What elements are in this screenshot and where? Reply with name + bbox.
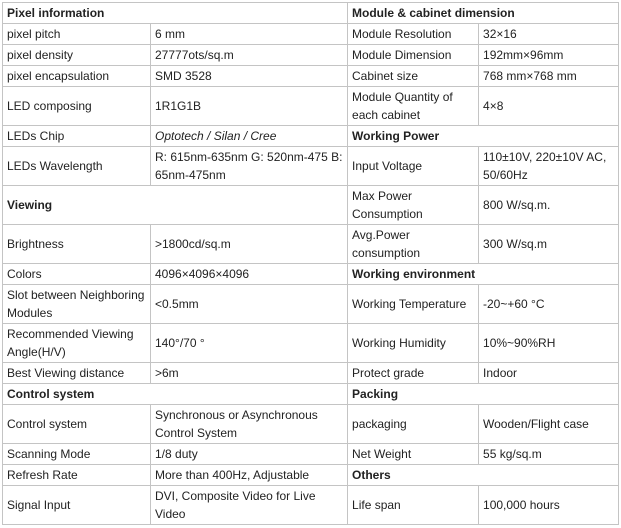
spec-value: 55 kg/sq.m [479,444,619,465]
section-header-working-power: Working Power [348,126,619,147]
spec-label: LEDs Wavelength [3,147,151,186]
section-header-control-system: Control system [3,384,348,405]
spec-value: 1/8 duty [151,444,348,465]
spec-value: 140°/70 ° [151,324,348,363]
spec-label: Module Quantity of each cabinet [348,87,479,126]
spec-label: Colors [3,264,151,285]
spec-value: DVI, Composite Video for Live Video [151,486,348,525]
spec-value: 1R1G1B [151,87,348,126]
table-row [3,285,619,324]
spec-label: pixel pitch [3,24,151,45]
spec-label: Protect grade [348,363,479,384]
table-row [3,24,619,45]
spec-label: Input Voltage [348,147,479,186]
spec-value: 110±10V, 220±10V AC, 50/60Hz [479,147,619,186]
spec-value: More than 400Hz, Adjustable [151,465,348,486]
section-header-viewing: Viewing [3,186,348,225]
specification-table [2,2,619,525]
spec-label: Refresh Rate [3,465,151,486]
spec-label: Life span [348,486,479,525]
table-row [3,225,619,264]
spec-value: >6m [151,363,348,384]
table-row [3,465,619,486]
spec-label: packaging [348,405,479,444]
spec-value: 100,000 hours [479,486,619,525]
table-row [3,324,619,363]
table-row [3,126,619,147]
spec-label: LED composing [3,87,151,126]
spec-label: pixel encapsulation [3,66,151,87]
spec-label: LEDs Chip [3,126,151,147]
table-row [3,363,619,384]
spec-value: 4×8 [479,87,619,126]
table-row [3,66,619,87]
spec-value: 4096×4096×4096 [151,264,348,285]
table-row [3,186,619,225]
spec-label: Working Humidity [348,324,479,363]
spec-label: pixel density [3,45,151,66]
table-row [3,384,619,405]
spec-value: 300 W/sq.m [479,225,619,264]
spec-label: Control system [3,405,151,444]
spec-value: 6 mm [151,24,348,45]
spec-value: 192mm×96mm [479,45,619,66]
table-row [3,264,619,285]
spec-value: 32×16 [479,24,619,45]
spec-value: <0.5mm [151,285,348,324]
table-row [3,147,619,186]
spec-value: Wooden/Flight case [479,405,619,444]
spec-value: Indoor [479,363,619,384]
table-row [3,3,619,24]
spec-label: Slot between Neighboring Modules [3,285,151,324]
spec-value: 27777ots/sq.m [151,45,348,66]
spec-label: Recommended Viewing Angle(H/V) [3,324,151,363]
section-header-module-cabinet-dimension: Module & cabinet dimension [348,3,619,24]
table-row [3,405,619,444]
spec-value: >1800cd/sq.m [151,225,348,264]
spec-value: Optotech / Silan / Cree [151,126,348,147]
section-header-pixel-information: Pixel information [3,3,348,24]
spec-value: Synchronous or Asynchronous Control System [151,405,348,444]
spec-label: Net Weight [348,444,479,465]
spec-label: Cabinet size [348,66,479,87]
spec-label: Working Temperature [348,285,479,324]
spec-label: Best Viewing distance [3,363,151,384]
spec-value: -20~+60 °C [479,285,619,324]
spec-value: SMD 3528 [151,66,348,87]
spec-label: Avg.Power consumption [348,225,479,264]
spec-value: 800 W/sq.m. [479,186,619,225]
spec-label: Module Resolution [348,24,479,45]
spec-label: Signal Input [3,486,151,525]
spec-label: Max Power Consumption [348,186,479,225]
table-row [3,444,619,465]
spec-label: Module Dimension [348,45,479,66]
table-row [3,45,619,66]
section-header-working-environment: Working environment [348,264,619,285]
spec-label: Brightness [3,225,151,264]
spec-label: Scanning Mode [3,444,151,465]
spec-value: 10%~90%RH [479,324,619,363]
table-row [3,486,619,525]
table-row [3,87,619,126]
spec-value: R: 615nm-635nm G: 520nm-475 B: 65nm-475nm [151,147,348,186]
section-header-packing: Packing [348,384,619,405]
spec-value: 768 mm×768 mm [479,66,619,87]
section-header-others: Others [348,465,619,486]
